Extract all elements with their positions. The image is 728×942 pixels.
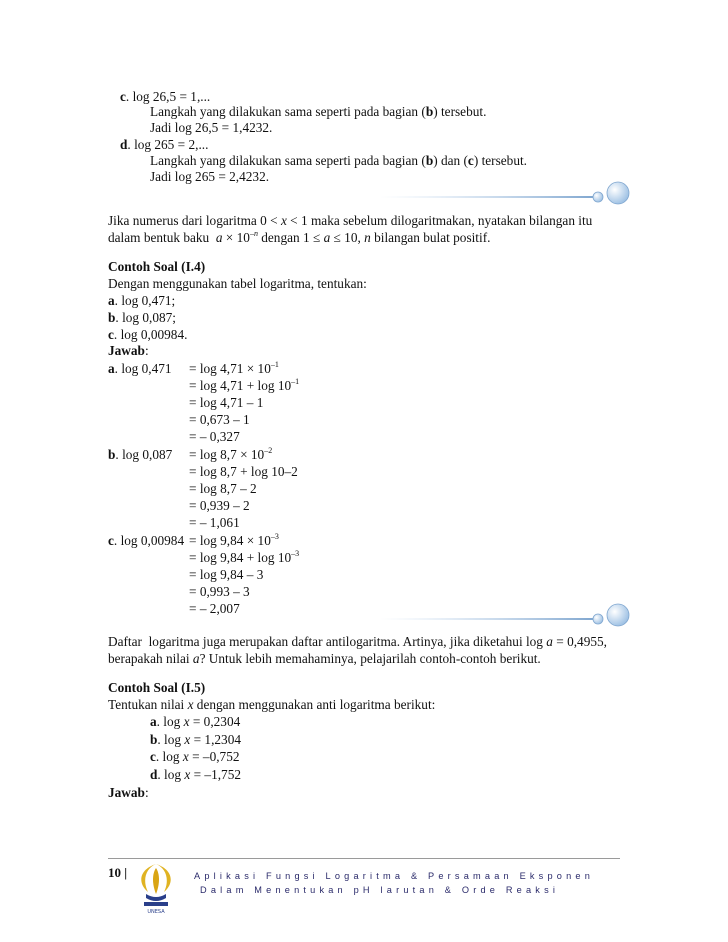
footer-line1: Aplikasi Fungsi Logaritma & Persamaan Eksponen	[194, 871, 595, 881]
ex4-a-step: = $\log 4,71 \times 10^{-1}$	[189, 360, 279, 376]
ex4-b-step: = – 1,061	[189, 515, 240, 530]
para1-line1: Jika numerus dari logaritma 0 < x < 1 maka sebelum dilogaritmakan, nyatakan bilangan itu	[108, 213, 593, 228]
ex5-item-c: c. log x = –0,752	[150, 749, 240, 764]
ex5-item-a: a. log x = 0,2304	[150, 714, 241, 729]
ex5-answer-label: Jawab:	[108, 785, 149, 800]
ex5-item-d: d. log x = –1,752	[150, 767, 241, 782]
part-c-result: Jadi log 26,5 = 1,4232.	[150, 120, 273, 135]
ex4-b-step: = log 8,7 – 2	[189, 481, 257, 496]
ex4-b-step: = $\log 8,7 \times 10^{-2}$	[189, 446, 273, 462]
ex4-a-step: = log 4,71 – 1	[189, 395, 264, 410]
ex4-c-step: = $\log 9,84 \times 10^{-3}$	[189, 532, 279, 548]
ex4-b-step: = log 8,7 + log 10–2	[189, 464, 298, 479]
ex4-title: Contoh Soal (I.4)	[108, 259, 206, 274]
ex4-c-step: = log 9,84 – 3	[189, 567, 264, 582]
part-d-heading: d. log 265 = 2,...	[120, 137, 209, 152]
ex4-a-step: = $\log 4,71 + \log 10^{-1}$	[189, 377, 300, 393]
bubble-divider-icon	[380, 176, 640, 216]
unesa-logo-icon	[128, 858, 184, 918]
ex4-b-lhs: b. log 0,087	[108, 447, 173, 462]
ex4-c-step: = 0,993 – 3	[189, 584, 250, 599]
page-number: 10 |	[108, 865, 128, 880]
para2-line2: berapakah nilai a? Untuk lebih memahaminya, pelajarilah contoh-contoh berikut.	[108, 651, 541, 666]
ex4-c-step: = – 2,007	[189, 601, 240, 616]
part-c-step: Langkah yang dilakukan sama seperti pada bagian (b) tersebut.	[150, 104, 487, 119]
ex4-answer-label: Jawab:	[108, 343, 149, 358]
bubble-divider-icon	[380, 598, 640, 638]
ex4-a-lhs: a. log 0,471	[108, 361, 172, 376]
ex5-item-b: b. log x = 1,2304	[150, 732, 241, 747]
ex4-b-step: = 0,939 – 2	[189, 498, 250, 513]
logo-text: UNESA	[147, 909, 165, 915]
para1-line2: dalam bentuk baku $a \times 10^{-n}$ dengan 1 ≤ a ≤ 10, n bilangan bulat positif.	[108, 229, 491, 245]
para2-line1: Daftar logaritma juga merupakan daftar antilogaritma. Artinya, jika diketahui log a = 0,4955,	[108, 634, 607, 649]
ex4-a-step: = 0,673 – 1	[189, 412, 250, 427]
ex4-item-a: a. log 0,471;	[108, 293, 176, 308]
ex4-item-b: b. log 0,087;	[108, 310, 176, 325]
ex4-intro: Dengan menggunakan tabel logaritma, tentukan:	[108, 276, 367, 291]
ex4-c-step: = $\log 9,84 + \log 10^{-3}$	[189, 549, 300, 565]
part-d-result: Jadi log 265 = 2,4232.	[150, 169, 270, 184]
ex5-title: Contoh Soal (I.5)	[108, 680, 206, 695]
ex4-a-step: = – 0,327	[189, 429, 240, 444]
ex5-intro: Tentukan nilai x dengan menggunakan anti logaritma berikut:	[108, 697, 436, 712]
part-d-step: Langkah yang dilakukan sama seperti pada bagian (b) dan (c) tersebut.	[150, 153, 527, 168]
footer-rule	[108, 858, 620, 859]
footer-line2: Dalam Menentukan pH larutan & Orde Reaksi	[200, 885, 560, 895]
ex4-c-lhs: c. log 0,00984	[108, 533, 185, 548]
ex4-item-c: c. log 0,00984.	[108, 327, 188, 342]
part-c-heading: c. log 26,5 = 1,...	[120, 89, 211, 104]
